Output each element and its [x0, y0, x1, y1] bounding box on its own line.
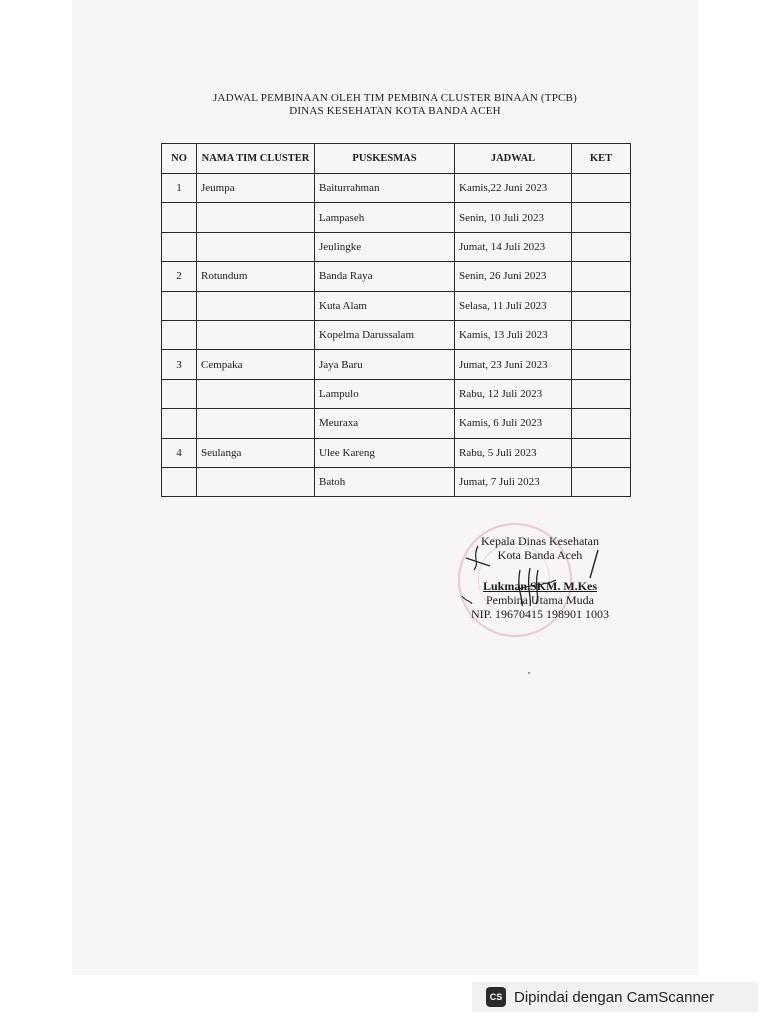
- cell-cluster: Seulanga: [197, 438, 315, 467]
- header-jadwal: JADWAL: [455, 144, 572, 174]
- header-cluster: NAMA TIM CLUSTER: [197, 144, 315, 174]
- cell-no: [162, 203, 197, 232]
- table-row: [162, 438, 631, 467]
- camscanner-logo-icon: CS: [486, 987, 506, 1007]
- scan-speck: [528, 672, 530, 674]
- signature-rank: Pembina Utama Muda: [486, 593, 594, 607]
- cell-no: 4: [162, 438, 197, 467]
- cell-no: [162, 379, 197, 408]
- cell-cluster: [197, 291, 315, 320]
- cell-ket: [572, 262, 631, 291]
- document-title: [160, 92, 630, 118]
- cell-ket: [572, 350, 631, 379]
- cell-puskesmas: Baiturrahman: [315, 174, 455, 203]
- signature-office-line-1: Kepala Dinas Kesehatan: [481, 534, 599, 548]
- cell-ket: [572, 291, 631, 320]
- table-row: [162, 320, 631, 349]
- table-row: [162, 291, 631, 320]
- title-line-1: JADWAL PEMBINAAN OLEH TIM PEMBINA CLUSTER BINAAN (TPCB): [213, 92, 577, 104]
- cell-no: [162, 320, 197, 349]
- cell-jadwal: Kamis, 13 Juli 2023: [455, 320, 572, 349]
- schedule-table: [161, 143, 631, 497]
- table-row: [162, 262, 631, 291]
- cell-cluster: [197, 467, 315, 496]
- cell-jadwal: Senin, 10 Juli 2023: [455, 203, 572, 232]
- cell-jadwal: Jumat, 23 Juni 2023: [455, 350, 572, 379]
- header-ket: KET: [572, 144, 631, 174]
- cell-puskesmas: Batoh: [315, 467, 455, 496]
- signature-name: Lukman.SKM. M.Kes: [482, 579, 597, 593]
- cell-jadwal: Kamis,22 Juni 2023: [455, 174, 572, 203]
- title-line-2: DINAS KESEHATAN KOTA BANDA ACEH: [289, 105, 501, 117]
- cell-ket: [572, 203, 631, 232]
- cell-ket: [572, 379, 631, 408]
- cell-cluster: [197, 409, 315, 438]
- cell-ket: [572, 438, 631, 467]
- table-row: [162, 232, 631, 261]
- table-header-row: [162, 144, 631, 174]
- cell-puskesmas: Kopelma Darussalam: [315, 320, 455, 349]
- signature-office-line-2: Kota Banda Aceh: [497, 548, 583, 562]
- cell-no: [162, 409, 197, 438]
- cell-cluster: [197, 203, 315, 232]
- cell-cluster: [197, 320, 315, 349]
- table-row: [162, 379, 631, 408]
- table-row: [162, 467, 631, 496]
- cell-cluster: Jeumpa: [197, 174, 315, 203]
- cell-no: 2: [162, 262, 197, 291]
- cell-cluster: Rotundum: [197, 262, 315, 291]
- cell-jadwal: Kamis, 6 Juli 2023: [455, 409, 572, 438]
- cell-ket: [572, 320, 631, 349]
- cell-puskesmas: Meuraxa: [315, 409, 455, 438]
- table-row: [162, 174, 631, 203]
- cell-no: 3: [162, 350, 197, 379]
- cell-puskesmas: Lampulo: [315, 379, 455, 408]
- cell-jadwal: Jumat, 7 Juli 2023: [455, 467, 572, 496]
- cell-jadwal: Jumat, 14 Juli 2023: [455, 232, 572, 261]
- cell-ket: [572, 467, 631, 496]
- table-row: [162, 350, 631, 379]
- cell-cluster: Cempaka: [197, 350, 315, 379]
- cell-ket: [572, 409, 631, 438]
- header-no: NO: [162, 144, 197, 174]
- table-row: [162, 409, 631, 438]
- camscanner-watermark: [472, 982, 758, 1012]
- cell-puskesmas: Lampaseh: [315, 203, 455, 232]
- cell-ket: [572, 232, 631, 261]
- table-row: [162, 203, 631, 232]
- cell-puskesmas: Kuta Alam: [315, 291, 455, 320]
- cell-puskesmas: Ulee Kareng: [315, 438, 455, 467]
- cell-jadwal: Selasa, 11 Juli 2023: [455, 291, 572, 320]
- cell-jadwal: Rabu, 5 Juli 2023: [455, 438, 572, 467]
- signature-nip: NIP. 19670415 198901 1003: [470, 607, 609, 621]
- cell-puskesmas: Jeulingke: [315, 232, 455, 261]
- signature-block: [440, 534, 640, 621]
- camscanner-label: Dipindai dengan CamScanner: [514, 988, 715, 1006]
- cell-no: 1: [162, 174, 197, 203]
- cell-cluster: [197, 232, 315, 261]
- cell-puskesmas: Banda Raya: [315, 262, 455, 291]
- cell-jadwal: Senin, 26 Juni 2023: [455, 262, 572, 291]
- cell-no: [162, 291, 197, 320]
- cell-no: [162, 467, 197, 496]
- cell-jadwal: Rabu, 12 Juli 2023: [455, 379, 572, 408]
- cell-puskesmas: Jaya Baru: [315, 350, 455, 379]
- header-puskesmas: PUSKESMAS: [315, 144, 455, 174]
- cell-no: [162, 232, 197, 261]
- cell-ket: [572, 174, 631, 203]
- cell-cluster: [197, 379, 315, 408]
